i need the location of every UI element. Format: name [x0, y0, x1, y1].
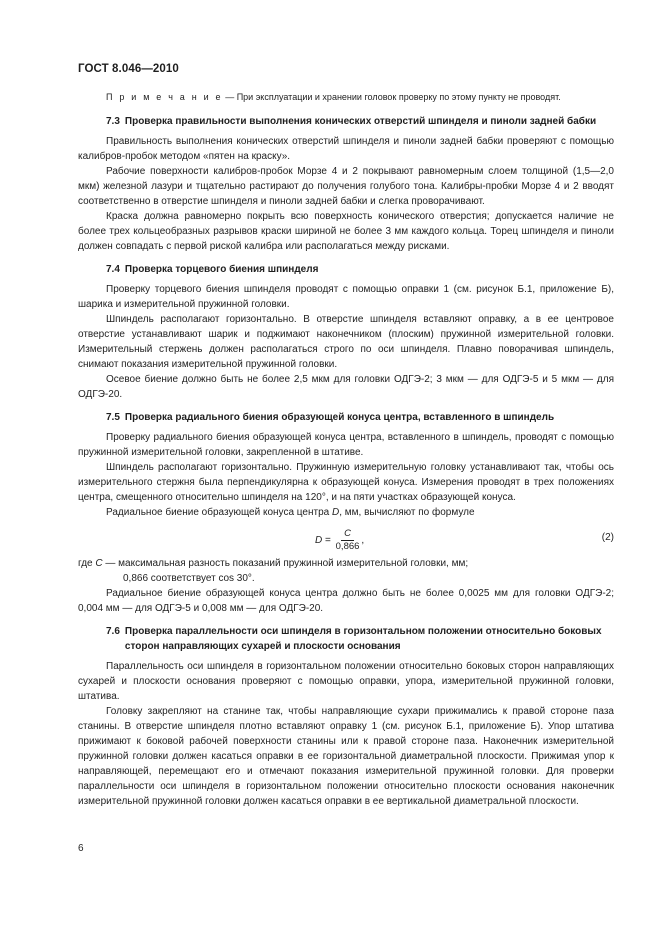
section-number: 7.6	[106, 626, 120, 637]
formula-equals: =	[322, 535, 334, 546]
formula-numerator: C	[341, 528, 354, 541]
paragraph: Параллельность оси шпинделя в горизонтальном положении относительно боковых сторон направляющих сухарей и плоскости основания проверяют с помощью оправки, упора, измерительной пружинной головки, штатива.	[78, 661, 614, 702]
text-run: где	[78, 558, 96, 569]
section-7-4-heading	[78, 262, 614, 277]
section-title: Проверка параллельности оси шпинделя в горизонтальном положении относительно боковых сторон направляющих сухарей и плоскости основания	[124, 626, 602, 652]
paragraph: Шпиндель располагают горизонтально. Пружинную измерительную головку устанавливают так, чтобы ось измерительного стержня была перпендикулярна к образующей конуса. Измерения проводят в трех положениях центра, смещенного относительно шпинделя на 120°, и на пяти участках образующей конуса.	[78, 462, 614, 503]
formula-2	[78, 522, 614, 552]
formula-trailing: ,	[361, 535, 365, 546]
paragraph	[78, 505, 614, 520]
section-7-6-heading	[78, 624, 614, 654]
variable: D	[331, 507, 340, 518]
section-title: Проверка торцевого биения шпинделя	[124, 264, 319, 275]
paragraph: Проверку торцевого биения шпинделя проводят с помощью оправки 1 (см. рисунок Б.1, приложение Б), шарика и измерительной пружинной головки.	[78, 284, 614, 310]
variable: C	[95, 558, 103, 569]
section-7-3-heading	[78, 114, 614, 129]
paragraph: Шпиндель располагают горизонтально. В отверстие шпинделя вставляют оправку, а в ее центровое отверстие устанавливают шарик и поджимают наконечником (плоским) пружинной измерительной головки. Измерительный стержень должен располагаться строго по оси шпинделя. Плавно поворачивая шпиндель, снимают показания измерительной пружинной головки.	[78, 314, 614, 370]
section-number: 7.3	[106, 116, 120, 127]
formula-expression	[315, 528, 364, 553]
formula-legend	[78, 556, 614, 586]
document-header: ГОСТ 8.046—2010	[78, 63, 179, 75]
note-paragraph	[78, 90, 614, 105]
paragraph: Краска должна равномерно покрыть всю поверхность конического отверстия; допускается наличие не более трех кольцеобразных разрывов краски шириной не более 3 мм каждого кольца. Торец шпинделя и пиноли должен совпадать с первой риской калибра или располагаться между рисками.	[78, 211, 614, 252]
text-run: — максимальная разность показаний пружинной измерительной головки, мм;	[102, 558, 469, 569]
section-7-5-heading	[78, 410, 614, 425]
paragraph: Головку закрепляют на станине так, чтобы направляющие сухари прижимались к правой стороне паза станины. В отверстие шпинделя плотно вставляют оправку 1 (см. рисунок Б.1, приложение Б). Упор штатива прижимают к боковой рабочей поверхности станины или к правой стороне паза. Наконечник измерительной пружинной головки должен касаться оправки в ее горизонтальной диаметральной плоскости. Прижимая упор к направляющей, перемещают его и отмечают показания измерительной пружинной головки. Для проверки параллельности оси шпинделя в горизонтальном положении относительно плоскости основания наконечник измерительной пружинной головки должен касаться оправки в ее вертикальной диаметральной плоскости.	[78, 706, 614, 807]
section-number: 7.5	[106, 412, 120, 423]
paragraph: Рабочие поверхности калибров-пробок Морзе 4 и 2 покрывают равномерным слоем толщиной (1,5—2,0 мкм) железной лазури и тщательно растирают до получения голубого тона. Калибры-пробки Морзе 4 и 2 вводят соответственно в отверстие шпинделя и пиноли задней бабки и слегка проворачивают.	[78, 166, 614, 207]
paragraph: Радиальное биение образующей конуса центра должно быть не более 0,0025 мм для головки ОДГЭ-2; 0,004 мм — для ОДГЭ-5 и 0,008 мм — для ОДГЭ-20.	[78, 588, 614, 614]
note-text: — При эксплуатации и хранении головок проверку по этому пункту не проводят.	[222, 92, 561, 102]
equation-number: (2)	[601, 532, 614, 543]
section-title: Проверка радиального биения образующей конуса центра, вставленного в шпиндель	[124, 412, 555, 423]
section-title: Проверка правильности выполнения конических отверстий шпинделя и пиноли задней бабки	[124, 116, 597, 127]
note-label: П р и м е ч а н и е	[106, 92, 223, 102]
paragraph: Проверку радиального биения образующей конуса центра, вставленного в шпиндель, проводят с помощью пружинной измерительной головки, закрепленной в штативе.	[78, 432, 614, 458]
document-body	[78, 90, 614, 809]
formula-fraction	[336, 528, 360, 553]
paragraph: Осевое биение должно быть не более 2,5 мкм для головки ОДГЭ-2; 3 мкм — для ОДГЭ-5 и 5 мкм — для ОДГЭ-20.	[78, 374, 614, 400]
section-number: 7.4	[106, 264, 120, 275]
page-number: 6	[78, 843, 84, 854]
formula-denominator: 0,866	[335, 541, 360, 552]
paragraph: Правильность выполнения конических отверстий шпинделя и пиноли задней бабки проверяют с помощью калибров-пробок методом «пятен на краску».	[78, 136, 614, 162]
text-run: , мм, вычисляют по формуле	[339, 507, 475, 518]
formula-lhs: D	[315, 535, 323, 546]
text-run: Радиальное биение образующей конуса центра	[106, 507, 332, 518]
formula-legend-line: 0,866 соответствует cos 30°.	[123, 573, 255, 584]
